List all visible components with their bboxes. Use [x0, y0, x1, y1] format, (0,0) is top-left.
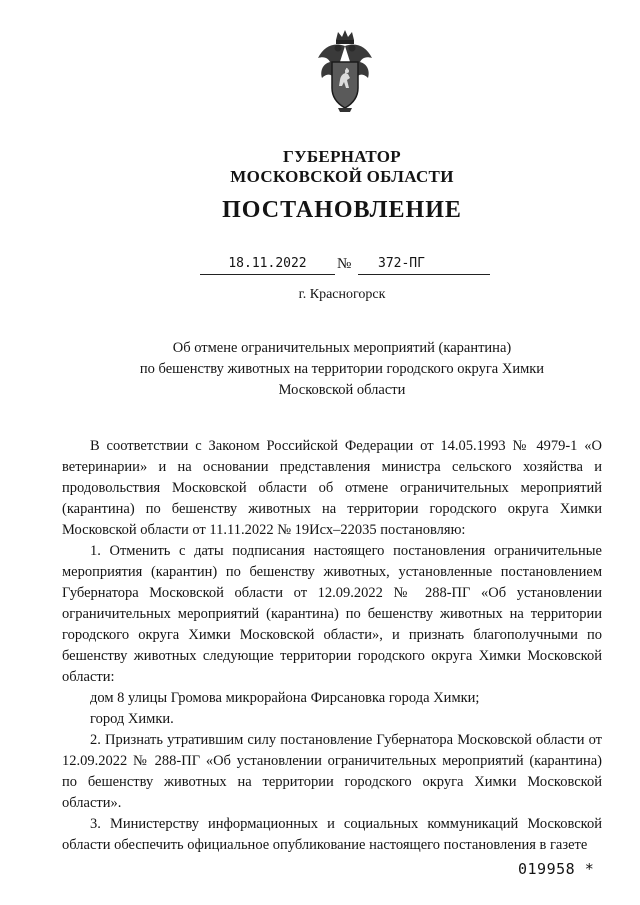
document-serial-code: 019958 * [518, 860, 595, 878]
subject-line: Московской области [278, 382, 406, 398]
document-meta-line [0, 254, 640, 278]
clause-1: 1. Отменить с даты подписания настоящего постановления ограничительные мероприятия (карантин) по бешенству животных, установленные постановлением Губернатора Московской области от 12.09.2022 № 288-ПГ «Об установлении ограничительных мероприятий (карантина) по бешенству животных на территории городского округа Химки Московской области», и признать благополучными по бешенству животных следующие территории городского округа Химки Московской области: [62, 543, 602, 685]
authority-title-line1: ГУБЕРНАТОР [283, 147, 401, 166]
document-number: 372-ПГ [358, 254, 490, 275]
subject-line: Об отмене ограничительных мероприятий (карантина) [172, 340, 512, 356]
preamble-paragraph: В соответствии с Законом Российской Федерации от 14.05.1993 № 4979-1 «О ветеринарии» и на основании представления министра сельского хозяйства и продовольствия Московской области об отмене ограничительных мероприятий (карантина) по бешенству животных на территории городского округа Химки Московской области от 11.11.2022 № 19Исх–22035 постановляю: [62, 438, 602, 538]
document-body [62, 436, 602, 856]
number-sign: № [337, 256, 352, 272]
document-date: 18.11.2022 [200, 254, 335, 275]
clause-1-territory-b: город Химки. [90, 711, 174, 727]
clause-1-territory-a: дом 8 улицы Громова микрорайона Фирсановка города Химки; [90, 690, 480, 706]
authority-title-line2: МОСКОВСКОЙ ОБЛАСТИ [230, 167, 454, 186]
document-city: г. Красногорск [298, 287, 386, 302]
document-subject [0, 338, 640, 401]
document-type-heading: ПОСТАНОВЛЕНИЕ [222, 197, 462, 223]
clause-3: 3. Министерству информационных и социальных коммуникаций Московской области обеспечить официальное опубликование настоящего постановления в газете [62, 816, 602, 853]
subject-line: по бешенству животных на территории городского округа Химки [139, 361, 545, 377]
coat-of-arms-emblem [314, 28, 376, 114]
clause-2: 2. Признать утратившим силу постановление Губернатора Московской области от 12.09.2022 № 288-ПГ «Об установлении ограничительных мероприятий (карантина) по бешенству животных на территории городского округа Химки Московской области». [62, 732, 602, 811]
